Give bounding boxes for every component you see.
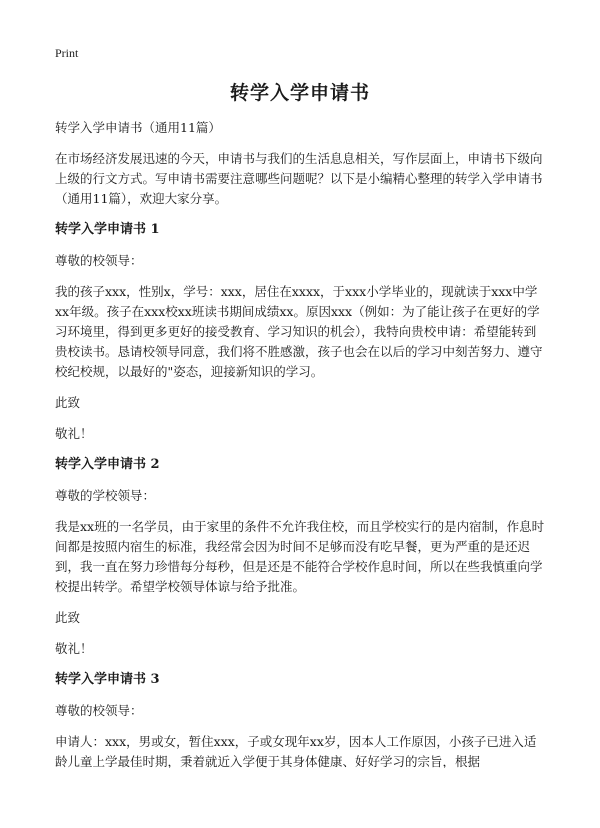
document-subtitle: 转学入学申请书（通用11篇） [55, 120, 221, 135]
section-2-salutation: 尊敬的学校领导： [55, 488, 156, 503]
section-heading-2: 转学入学申请书 2 [55, 457, 160, 472]
section-1-closing-2: 敬礼！ [55, 426, 93, 441]
section-heading-1: 转学入学申请书 1 [55, 222, 160, 237]
section-1-salutation: 尊敬的校领导： [55, 253, 143, 268]
document-body [55, 118, 548, 768]
section-3-body: 申请人：xxx，男或女，暂住xxx，子或女现年xx岁，因本人工作原因，小孩子已进入适龄儿童上学最佳时期，秉着就近入学便于其身体健康、好好学习的宗旨，根据 [55, 734, 537, 768]
section-heading-3: 转学入学申请书 3 [55, 672, 160, 687]
section-1-body: 我的孩子xxx，性别x，学号：xxx，居住在xxxx，于xxx小学毕业的，现就读于xxx中学xx年级。孩子在xxx校xx班读书期间成绩xx。原因xxx（例如：为了能让孩子在更好的学习环境里，得到更多更好的接受教育、学习知识的机会），我特向贵校申请：希望能转到贵校读书。恳请校领导同意，我们将不胜感激，孩子也会在以后的学习中刻苦努力、遵守校纪校规，以最好的"姿态，迎接新知识的学习。 [55, 284, 543, 379]
page-title: 转学入学申请书 [229, 82, 370, 104]
intro-paragraph: 在市场经济发展迅速的今天，申请书与我们的生活息息相关，写作层面上，申请书下级向上级的行文方式。写申请书需要注意哪些问题呢？以下是小编精心整理的转学入学申请书（通用11篇），欢迎大家分享。 [55, 151, 543, 206]
section-2-body: 我是xx班的一名学员，由于家里的条件不允许我住校，而且学校实行的是内宿制，作息时间都是按照内宿生的标准，我经常会因为时间不足够而没有吃早餐，更为严重的是还迟到，我一直在努力珍惜每分每秒，但是还是不能符合学校作息时间，所以在些我慎重向学校提出转学。希望学校领导体谅与给予批准。 [55, 519, 545, 594]
section-2-closing-2: 敬礼！ [55, 641, 93, 656]
section-1-closing-1: 此致 [55, 395, 81, 410]
section-2-closing-1: 此致 [55, 610, 81, 625]
section-3-salutation: 尊敬的校领导： [55, 703, 143, 718]
print-link[interactable]: Print [55, 46, 79, 60]
